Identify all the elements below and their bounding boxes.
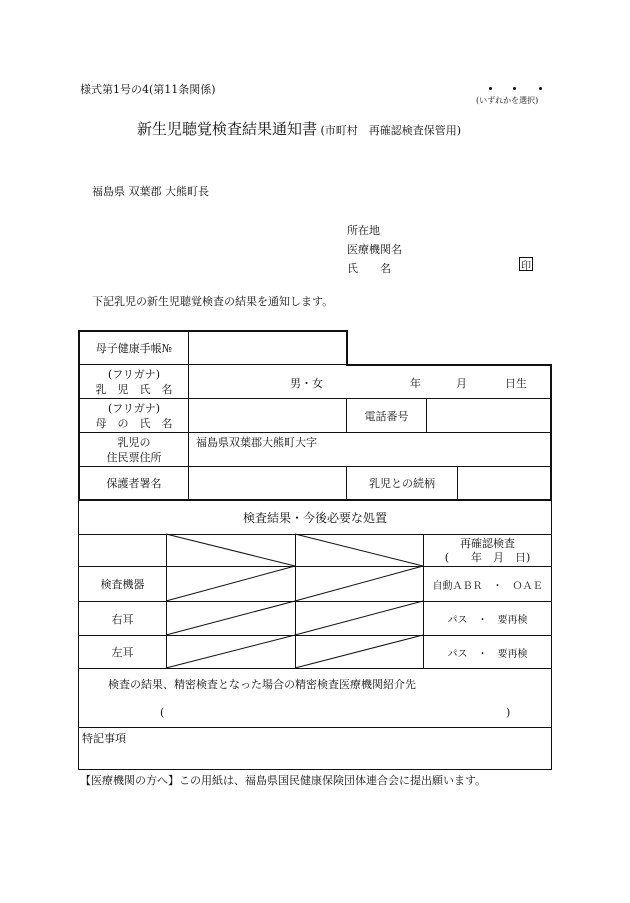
result-row-value-device[interactable]: 自動ＡＢＲ ・ ＯＡＥ (432, 580, 543, 592)
address-label (80, 433, 188, 466)
recheck-date: ( 年 月 日) (444, 550, 531, 564)
location-label: 所在地 (347, 224, 380, 237)
phone-label: 電話番号 (364, 409, 409, 423)
notes-label: 特記事項 (82, 732, 126, 745)
mother-name-text: 母 の 氏 名 (95, 416, 173, 430)
result-row-label-device: 検査機器 (100, 578, 145, 591)
baby-furigana: (フリガナ) (107, 367, 161, 381)
results-section-title: 検査結果・今後必要な処置 (242, 511, 387, 525)
seal-text: 印 (521, 260, 531, 272)
result-row-value-left-ear[interactable]: パス ・ 要再検 (447, 648, 528, 660)
name-label: 氏 名 (347, 262, 391, 275)
handbook-input[interactable] (189, 331, 346, 364)
birth-month: 月 (456, 377, 467, 390)
mother-furigana: (フリガナ) (107, 401, 161, 415)
phone-input[interactable] (427, 399, 550, 432)
recheck-header (424, 535, 551, 566)
guardian-label: 保護者署名 (106, 477, 162, 490)
handbook-label: 母子健康手帳№ (95, 341, 173, 355)
result-row-label-left-ear: 左耳 (111, 646, 134, 659)
recheck-title: 再確認検査 (460, 536, 515, 550)
address-value[interactable]: 福島県双葉郡大熊町大字 (196, 436, 317, 449)
referral-text: 検査の結果、精密検査となった場合の精密検査医療機関紹介先 (108, 678, 416, 691)
intro-text: 下記乳児の新生児聴覚検査の結果を通知します。 (92, 295, 334, 308)
mother-name-label (80, 399, 188, 432)
institution-label: 医療機関名 (347, 243, 402, 256)
form-number: 様式第1号の4(第11条関係) (80, 83, 216, 96)
birth-year: 年 (410, 377, 421, 390)
baby-name-label (80, 365, 188, 398)
addressee: 福島県 双葉郡 大熊町長 (92, 185, 209, 198)
referral-paren-close: ) (506, 706, 511, 719)
sex-options[interactable]: 男・女 (290, 377, 323, 390)
selection-note: (いずれかを選択) (476, 96, 539, 105)
baby-name-text: 乳 児 氏 名 (95, 382, 173, 396)
relation-input[interactable] (458, 467, 550, 499)
footer-note: 【医療機関の方へ】この用紙は、福島県国民健康保険団体連合会に提出願います。 (80, 774, 487, 787)
mother-name-input[interactable] (189, 399, 346, 432)
referral-paren-open: ( (160, 706, 165, 719)
birth-day: 日生 (505, 377, 527, 390)
address-label-line1: 乳児の (117, 435, 151, 449)
guardian-input[interactable] (189, 467, 346, 499)
title-sub: (市町村 再確認検査保管用) (320, 124, 462, 137)
relation-label: 乳児との続柄 (369, 477, 435, 490)
result-row-value-right-ear[interactable]: パス ・ 要再検 (447, 615, 528, 626)
result-row-label-right-ear: 右耳 (111, 612, 134, 626)
title-main: 新生児聴覚検査結果通知書 (137, 120, 318, 138)
address-label-line2: 住民票住所 (106, 450, 162, 464)
